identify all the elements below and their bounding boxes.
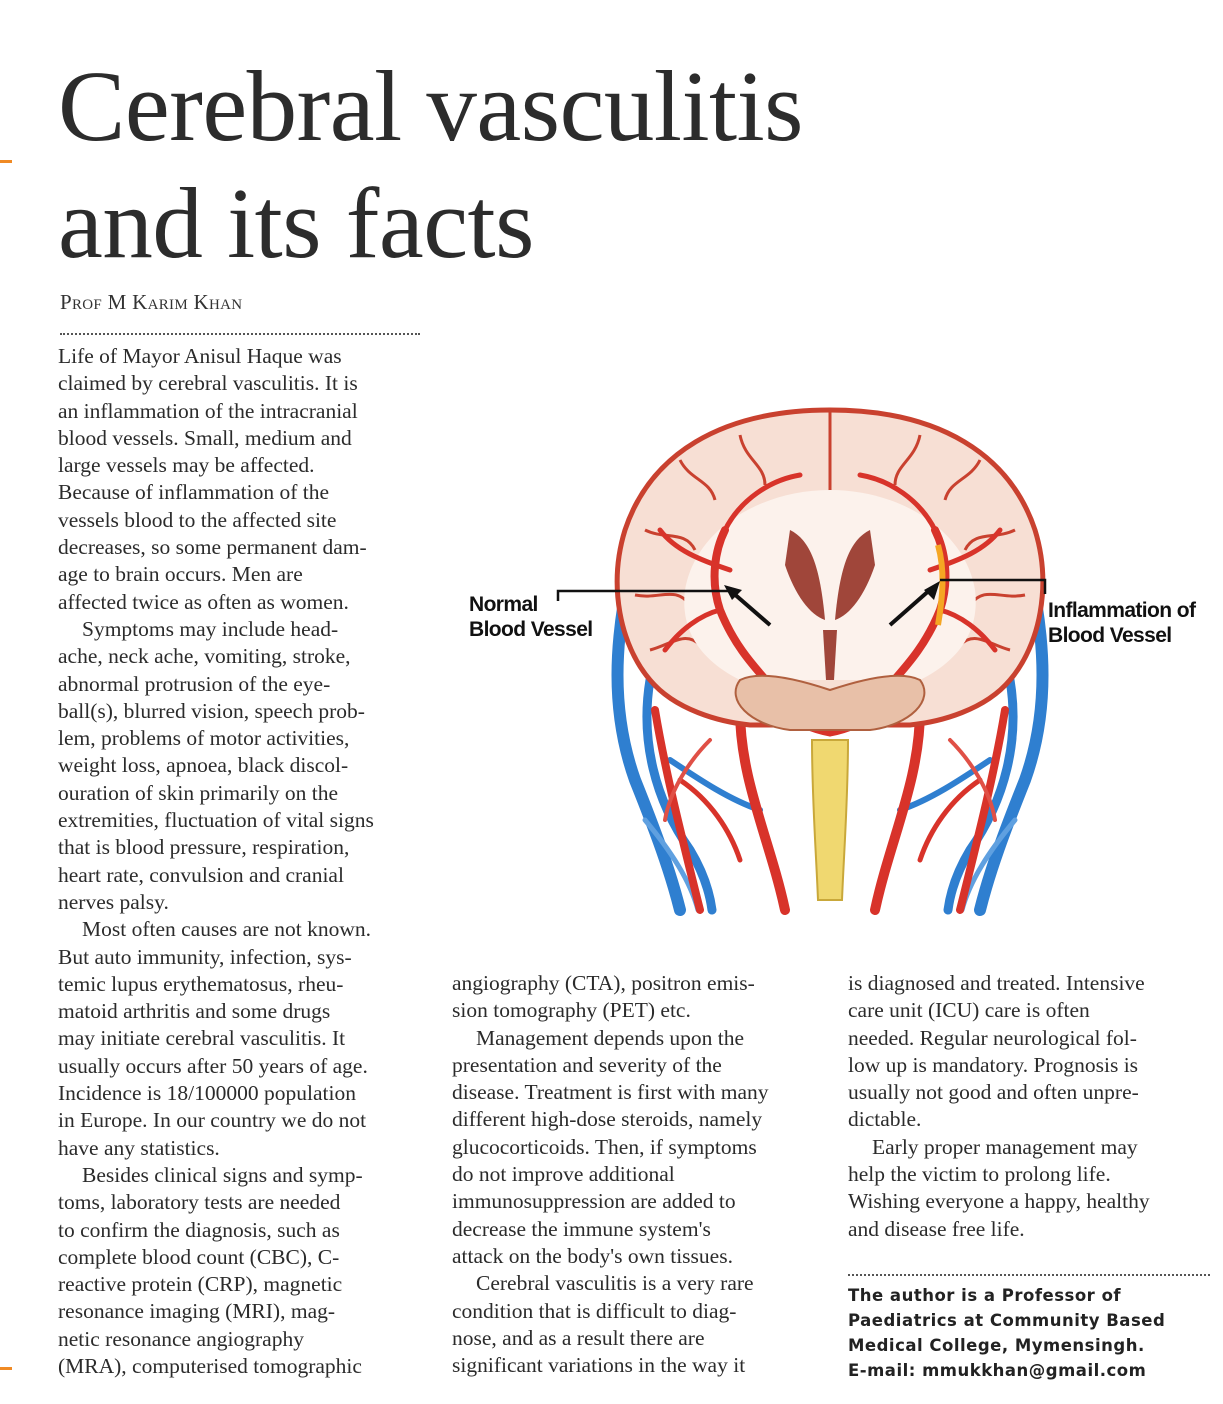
text-line: claimed by cerebral vasculitis. It is [58,371,358,396]
text-line: nose, and as a result there are [452,1325,705,1350]
text-line: care unit (ICU) care is often [848,998,1090,1023]
text-line: help the victim to prolong life. [848,1162,1111,1187]
text-line: immunosuppression are added to [452,1189,736,1214]
author-byline: Prof M Karim Khan [60,290,243,314]
text-line: ball(s), blurred vision, speech prob- [58,698,365,723]
margin-marker-top [0,160,12,163]
text-line: abnormal protrusion of the eye- [58,671,331,696]
text-line: complete blood count (CBC), C- [58,1244,340,1269]
text-line: ache, neck ache, vomiting, stroke, [58,644,351,669]
text-line: Symptoms may include head- [82,616,339,641]
brain-vessel-illustration [440,380,1220,920]
author-note-divider [848,1274,1210,1276]
text-line: (MRA), computerised tomographic [58,1353,362,1378]
text-line: blood vessels. Small, medium and [58,425,352,450]
label-line: Blood Vessel [469,618,593,641]
text-line: decrease the immune system's [452,1216,711,1241]
text-line: attack on the body's own tissues. [452,1243,733,1268]
text-line: lem, problems of motor activities, [58,726,350,751]
text-line: Early proper management may [872,1134,1138,1159]
article-column-2 [452,970,769,1379]
text-line: in Europe. In our country we do not [58,1108,367,1133]
text-line: may initiate cerebral vasculitis. It [58,1026,346,1051]
text-line: weight loss, apnoea, black discol- [58,753,349,778]
text-line: temic lupus erythematosus, rheu- [58,971,344,996]
author-note-line: Paediatrics at Community Based [848,1311,1166,1330]
author-note-line: The author is a Professor of [848,1286,1122,1305]
text-line: toms, laboratory tests are needed [58,1190,341,1215]
byline-divider [60,333,420,335]
text-line: vessels blood to the affected site [58,507,337,532]
title-line-2: and its facts [58,167,534,279]
text-line: Life of Mayor Anisul Haque was [58,344,342,368]
text-line: sion tomography (PET) etc. [452,998,691,1023]
text-line: Besides clinical signs and symp- [82,1162,363,1187]
margin-marker-bottom [0,1367,12,1370]
text-line: decreases, so some permanent dam- [58,535,367,560]
text-line: Management depends upon the [476,1025,745,1050]
text-line: and disease free life. [848,1216,1025,1241]
label-line: Blood Vessel [1048,624,1172,647]
text-line: is diagnosed and treated. Intensive [848,971,1145,995]
text-line: usually occurs after 50 years of age. [58,1053,368,1078]
text-line: glucocorticoids. Then, if symptoms [452,1134,757,1159]
text-line: condition that is difficult to diag- [452,1298,737,1323]
article-column-3 [848,970,1150,1243]
label-normal-blood-vessel [469,592,593,642]
text-line: Cerebral vasculitis is a very rare [476,1271,754,1296]
brain-diagram [440,380,1220,920]
text-line: Incidence is 18/100000 population [58,1081,356,1106]
author-email: E-mail: mmukkhan@gmail.com [848,1361,1147,1380]
text-line: reactive protein (CRP), magnetic [58,1272,343,1297]
text-line: needed. Regular neurological fol- [848,1025,1137,1050]
title-line-1: Cerebral vasculitis [58,50,803,162]
label-inflammation-blood-vessel [1048,598,1195,648]
text-line: different high-dose steroids, namely [452,1107,763,1132]
spinal-cord [812,740,848,900]
text-line: to confirm the diagnosis, such as [58,1217,340,1242]
label-line: Normal [469,593,538,616]
text-line: resonance imaging (MRI), mag- [58,1299,336,1324]
text-line: angiography (CTA), positron emis- [452,971,755,995]
text-line: heart rate, convulsion and cranial [58,862,344,887]
text-line: that is blood pressure, respiration, [58,835,350,860]
article-column-1 [58,343,374,1380]
text-line: low up is mandatory. Prognosis is [848,1052,1139,1077]
text-line: ouration of skin primarily on the [58,780,339,805]
text-line: But auto immunity, infection, sys- [58,944,352,969]
text-line: Wishing everyone a happy, healthy [848,1189,1150,1214]
text-line: do not improve additional [452,1162,675,1187]
text-line: extremities, fluctuation of vital signs [58,808,374,833]
text-line: an inflammation of the intracranial [58,398,358,423]
article-title [58,48,803,282]
author-note-line: Medical College, Mymensingh. [848,1336,1145,1355]
text-line: disease. Treatment is first with many [452,1080,769,1105]
text-line: usually not good and often unpre- [848,1080,1139,1105]
text-line: netic resonance angiography [58,1326,304,1351]
label-line: Inflammation of [1048,599,1196,622]
text-line: have any statistics. [58,1135,220,1160]
text-line: age to brain occurs. Men are [58,562,303,587]
text-line: Because of inflammation of the [58,480,330,505]
text-line: presentation and severity of the [452,1052,722,1077]
text-line: matoid arthritis and some drugs [58,999,331,1024]
text-line: affected twice as often as women. [58,589,349,614]
text-line: large vessels may be affected. [58,453,315,478]
text-line: significant variations in the way it [452,1353,746,1378]
text-line: dictable. [848,1107,922,1132]
text-line: Most often causes are not known. [82,917,371,942]
text-line: nerves palsy. [58,889,169,914]
author-note [848,1283,1165,1383]
